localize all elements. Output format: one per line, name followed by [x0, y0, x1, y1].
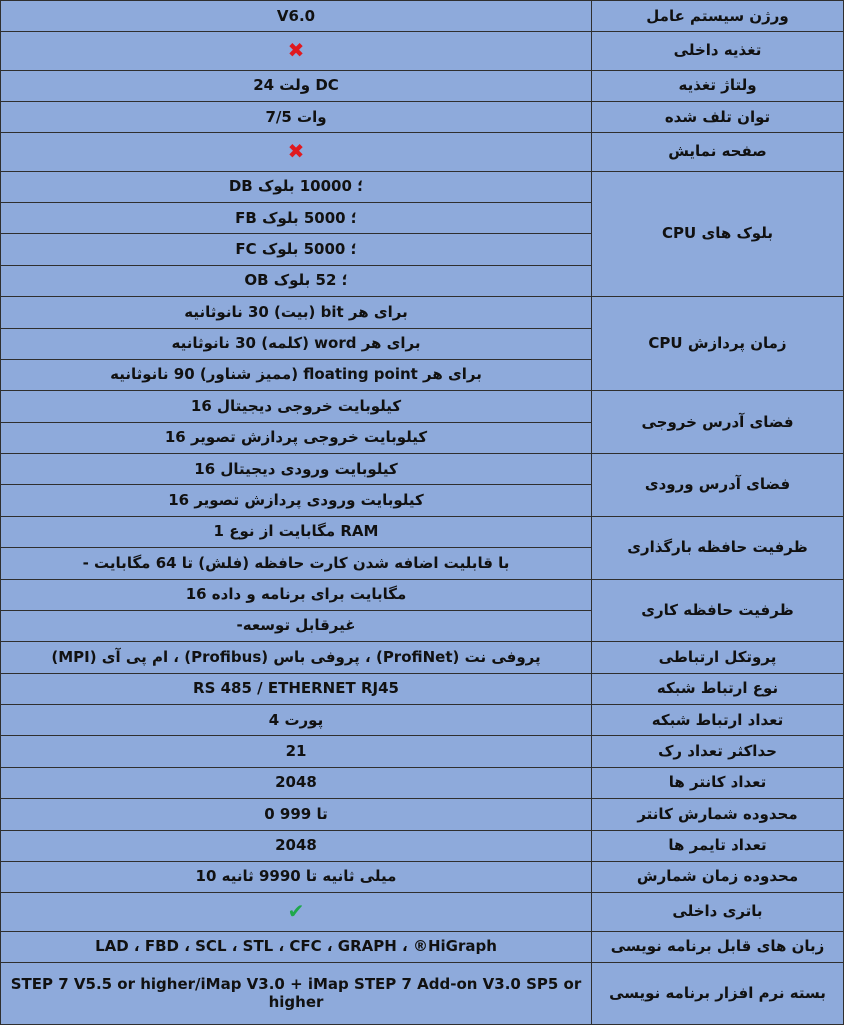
spec-value: 2048: [1, 767, 592, 798]
spec-value: 21: [1, 736, 592, 767]
spec-value: کیلوبایت ورودی پردازش تصویر 16: [1, 485, 592, 516]
table-row: [1, 642, 844, 673]
spec-value: مگابایت برای برنامه و داده 16: [1, 579, 592, 610]
spec-label: توان تلف شده: [592, 102, 844, 133]
table-row: [1, 516, 844, 547]
spec-value: RAM مگابایت از نوع 1: [1, 516, 592, 547]
cross-icon: ✖: [287, 139, 305, 164]
cross-icon: ✖: [287, 38, 305, 63]
table-row: [1, 32, 844, 70]
table-row: [1, 799, 844, 830]
table-row: [1, 893, 844, 931]
spec-value: میلی ثانیه تا 9990 ثانیه 10: [1, 861, 592, 892]
spec-label: زبان های قابل برنامه نویسی: [592, 931, 844, 963]
spec-value: پورت 4: [1, 705, 592, 736]
table-row: [1, 861, 844, 892]
spec-value: 2048: [1, 830, 592, 861]
spec-value: [1, 893, 592, 931]
spec-label: تعداد کانتر ها: [592, 767, 844, 798]
spec-label: صفحه نمایش: [592, 133, 844, 171]
spec-value: با قابلیت اضافه شدن کارت حافظه (فلش) تا 64 مگابایت -: [1, 548, 592, 579]
spec-value: پروفی نت (ProfiNet) ، پروفی باس (Profibus) ، ام پی آی (MPI): [1, 642, 592, 673]
spec-label: تغذیه داخلی: [592, 32, 844, 70]
spec-value: [1, 133, 592, 171]
table-row: [1, 767, 844, 798]
spec-label: فضای آدرس ورودی: [592, 454, 844, 517]
spec-value: برای هر word (کلمه) 30 نانوثانیه: [1, 328, 592, 359]
spec-value: ؛ 52 بلوک OB: [1, 265, 592, 296]
spec-label: نوع ارتباط شبکه: [592, 673, 844, 704]
spec-label: تعداد تایمر ها: [592, 830, 844, 861]
spec-value: V6.0: [1, 1, 592, 32]
spec-label: ظرفیت حافظه بارگذاری: [592, 516, 844, 579]
spec-value: ؛ 5000 بلوک FB: [1, 203, 592, 234]
spec-value: ؛ 10000 بلوک DB: [1, 171, 592, 202]
spec-label: حداکثر تعداد رک: [592, 736, 844, 767]
spec-label: ولتاژ تغذیه: [592, 70, 844, 101]
spec-value: ؛ 5000 بلوک FC: [1, 234, 592, 265]
table-row: [1, 171, 844, 202]
spec-label: محدوده شمارش کانتر: [592, 799, 844, 830]
spec-label: تعداد ارتباط شبکه: [592, 705, 844, 736]
spec-value: STEP 7 V5.5 or higher/iMap V3.0 + iMap STEP 7 Add-on V3.0 SP5 or higher: [1, 963, 592, 1025]
spec-value: LAD ، FBD ، SCL ، STL ، CFC ، GRAPH ، ®HiGraph: [1, 931, 592, 963]
table-row: [1, 297, 844, 328]
table-row: [1, 133, 844, 171]
spec-label: محدوده زمان شمارش: [592, 861, 844, 892]
spec-value: کیلوبایت ورودی دیجیتال 16: [1, 454, 592, 485]
check-icon: ✔: [287, 899, 305, 924]
spec-label: زمان پردازش CPU: [592, 297, 844, 391]
spec-value: وات 7/5: [1, 102, 592, 133]
spec-label: ورژن سیستم عامل: [592, 1, 844, 32]
spec-value: کیلوبایت خروجی پردازش تصویر 16: [1, 422, 592, 453]
spec-value: برای هر bit (بیت) 30 نانوثانیه: [1, 297, 592, 328]
table-row: [1, 931, 844, 963]
spec-label: بلوک های CPU: [592, 171, 844, 297]
table-row: [1, 1, 844, 32]
spec-label: بسته نرم افزار برنامه نویسی: [592, 963, 844, 1025]
spec-value: [1, 32, 592, 70]
table-row: [1, 963, 844, 1025]
table-row: [1, 579, 844, 610]
table-row: [1, 391, 844, 422]
spec-value: تا 999 0: [1, 799, 592, 830]
spec-value: کیلوبایت خروجی دیجیتال 16: [1, 391, 592, 422]
spec-label: باتری داخلی: [592, 893, 844, 931]
spec-label: فضای آدرس خروجی: [592, 391, 844, 454]
spec-value: برای هر floating point (ممیز شناور) 90 نانوثانیه: [1, 359, 592, 390]
spec-label: پروتکل ارتباطی: [592, 642, 844, 673]
table-row: [1, 454, 844, 485]
table-row: [1, 102, 844, 133]
table-row: [1, 70, 844, 101]
spec-value: غیرقابل توسعه-: [1, 610, 592, 641]
spec-value: RS 485 / ETHERNET RJ45: [1, 673, 592, 704]
table-row: [1, 705, 844, 736]
table-row: [1, 736, 844, 767]
table-row: [1, 830, 844, 861]
table-row: [1, 673, 844, 704]
spec-value: DC ولت 24: [1, 70, 592, 101]
spec-label: ظرفیت حافظه کاری: [592, 579, 844, 642]
